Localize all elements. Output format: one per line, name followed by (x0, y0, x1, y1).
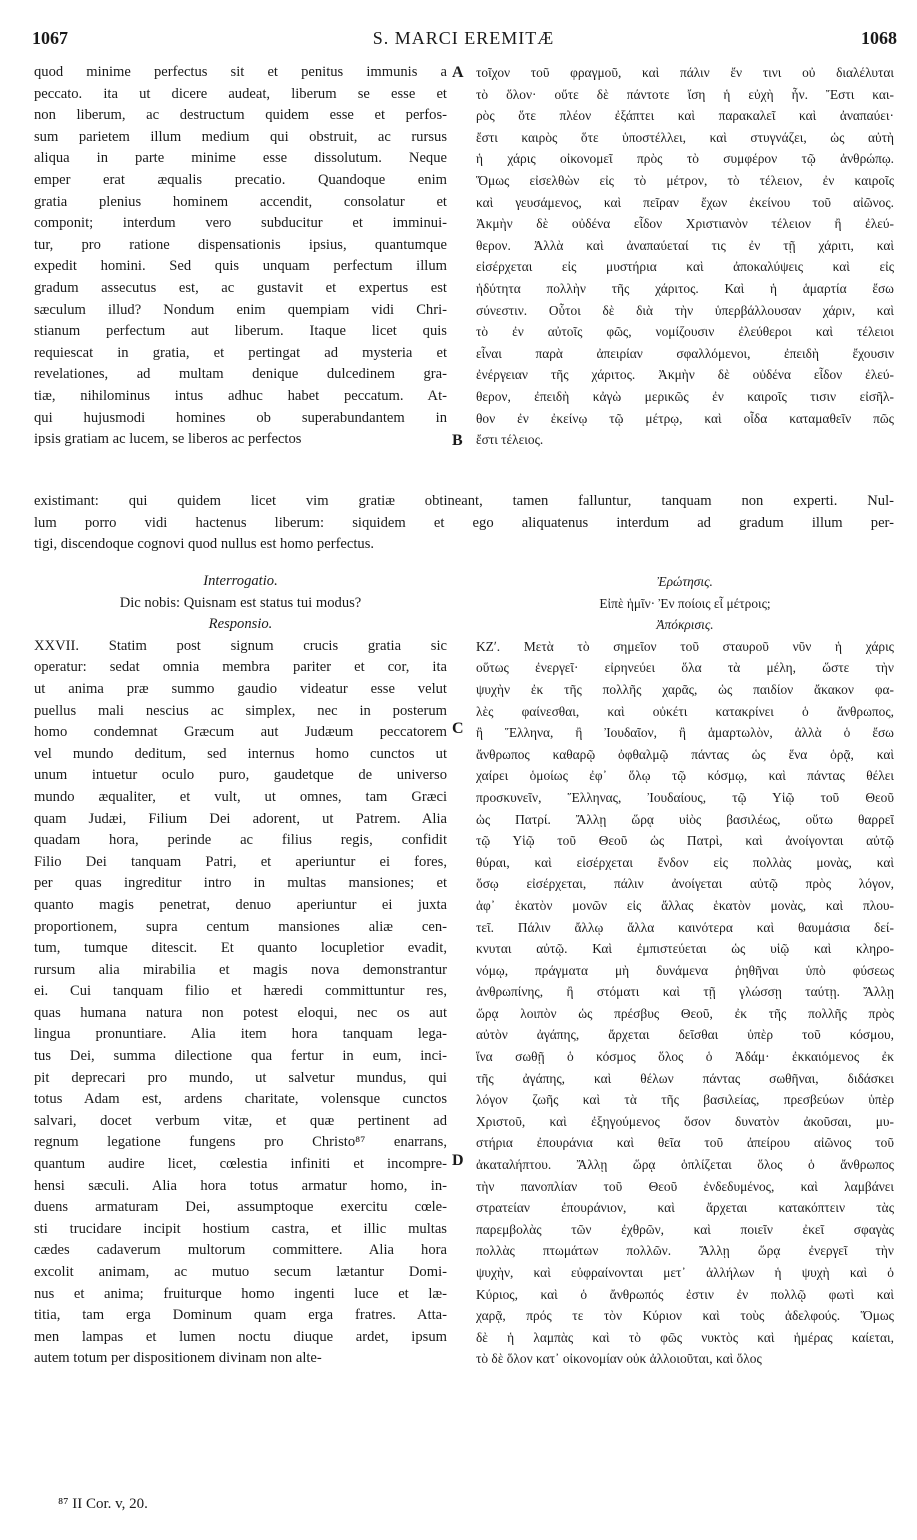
text-line: Κύριος, καὶ ὁ ἄνθρωπός ἐστιν ἐν πολλῷ φωτὶ καὶ (476, 1286, 894, 1302)
greek-question-text: Εἰπὲ ἡμῖν· Ἐν ποίοις εἶ μέτροις; (599, 595, 771, 611)
text-line: totus Adam est, ardens charitate, volensque cunctos (34, 1091, 447, 1108)
text-line: ὥρᾳ λοιπὸν ὡς πρέσβυς Θεοῦ, ἐκ τῆς πολλῆς πρὸς (476, 1005, 894, 1021)
margin-marker-a: A (452, 64, 464, 81)
latin-response-body (34, 636, 447, 1370)
text-line: lum porro vidi hactenus liberum: siquidem et ego aliquatenus interdum ad gradum illum per- (34, 514, 894, 531)
text-line: ἡδύτητα πολλὴν τῆς χάριτος. Καὶ ἡ ἁμαρτία ἔσω (476, 280, 894, 296)
greek-column-bottom (476, 571, 894, 1370)
text-line: quas humana natura non potest eloqui, nec os aut (34, 1004, 447, 1021)
text-line: τὸ δὲ ὅλον κατ᾽ οἰκονομίαν οὐκ ἀλλοιοῦται, καὶ ὅλος (476, 1351, 762, 1367)
text-line: ρὸς ὅτε πλέον ἐξάπτει καὶ παρακαλεῖ καὶ ἀναπαύει· (476, 108, 894, 124)
text-line: vel mundo deditum, sed internus homo cunctos ut (34, 745, 447, 762)
text-line: homo condemnat Græcum aut Judæum peccatorem (34, 724, 447, 741)
greek-response-heading: Ἀπόκρισις. (656, 617, 714, 633)
greek-column-top (476, 62, 894, 451)
text-line: tiæ, nihilominus intus adhuc habet peccatum. At- (34, 387, 447, 404)
greek-response-body (476, 636, 894, 1370)
text-line: ἄνθρωπος καθαρῷ ὀφθαλμῷ πάντας ὡς ἕνα ὁρᾷ, καὶ (476, 746, 894, 762)
text-line: tigi, discendoque cognovi quod nullus est homo perfectus. (34, 536, 375, 553)
text-line: ὡς Πατρί. Ἄλλῃ ὥρᾳ υἱὸς βασιλέως, οὕτω θαρρεῖ (476, 811, 894, 827)
text-line: proportionem, supra centum mansiones aliæ cen- (34, 918, 447, 935)
text-line: gratia plenius hominem accendit, consolatur et (34, 193, 447, 210)
text-line: ut anima præ summo gaudio videatur esse velut (34, 680, 447, 697)
latin-column-bottom (34, 571, 447, 1370)
text-line: ἐνέργειαν τῆς χάριτος. Ἀκμὴν δὲ οὐδένα εἶδον ἐλεύ- (476, 367, 894, 383)
text-line: τῆς ἀγάπης, καὶ θέλων πάντας σωθῆναι, διδάσκει (476, 1070, 894, 1086)
latin-question-text: Dic nobis: Quisnam est status tui modus? (119, 594, 362, 611)
text-line: ἢ Ἕλληνα, ἢ Ἰουδαῖον, ἢ ἁμαρτωλὸν, ἀλλὰ ὁ ἔσω (476, 725, 894, 741)
text-line: τὸ ἐν αὐτοῖς φῶς, νομίζουσιν ἐλεύθεροι καὶ τέλειοι (476, 324, 894, 340)
text-line: duens armaturam Dei, assumptoque exercitu cœle- (34, 1199, 447, 1216)
right-column-number: 1068 (861, 28, 897, 48)
text-line: παρεμβολὰς τῶν ἐχθρῶν, καὶ ποιεῖν ἐκεῖ σφαγὰς (476, 1221, 894, 1237)
text-line: operatur: sedat omnia membra pariter et cor, ita (34, 659, 447, 676)
text-line: expedit homini. Sed quis unquam perfectum illum (34, 258, 447, 275)
text-line: Ἀκμὴν δὲ οὐδένα εἶδον Χριστιανὸν τέλειον ἢ ἐλεύ- (476, 216, 894, 232)
text-line: Ὅμως εἰσελθὼν εἰς τὸ μέτρον, τὸ τέλειον, ἐν καιροῖς (476, 172, 894, 188)
latin-response-heading: Responsio. (208, 616, 273, 633)
text-line: χαρᾷ, πρός τε τὸν Κύριον καὶ τοὺς ἀδελφούς. Ὅμως (476, 1308, 894, 1324)
text-line: θον ἐν ἐκείνῳ τῷ μέτρῳ, καὶ οἶδα καταμαθεῖν πῶς (476, 410, 894, 426)
text-line: ὅσῳ εἰσέρχεται, πάλιν ἀνοίγεται αὐτῷ πρὸς λόγον, (476, 876, 894, 892)
text-line: ἔστι καιρὸς ὅτε ὑποστέλλει, καὶ στυγνάζει, ὡς αὐτὴ (476, 129, 894, 145)
text-line: τεῖ. Πάλιν ἄλλῳ ἄλλα καινότερα καὶ θαυμάσια δεί- (476, 919, 894, 935)
text-line: emper erat æqualis precatio. Quandoque enim (34, 171, 447, 188)
text-line: ψυχὴν, καὶ εὐφραίνονται μετ᾽ ἀλλήλων ἡ ψυχὴ καὶ ὁ (476, 1265, 894, 1280)
text-line: Filio Dei tanquam Patri, et aperiuntur ei fores, (34, 853, 447, 870)
text-line: ei. Cui tanquam filio et hæredi committuntur res, (34, 983, 447, 1000)
text-line: καὶ γευσάμενος, καὶ πεῖραν ἔχων ἐκείνου τοῦ αἰῶνος. (476, 194, 894, 210)
text-line: sti trucidare incipit hostium castra, et illic multas (34, 1220, 447, 1237)
text-line: quantum audire licet, cœlestia infiniti et incompre- (34, 1156, 447, 1173)
footnote: ⁸⁷ II Cor. v, 20. (58, 1496, 148, 1512)
text-line: sum parietem illum medium qui obstruit, ac rursus (34, 128, 447, 145)
text-line: τὴν πανοπλίαν τοῦ Θεοῦ ἐνδεδυμένος, καὶ λαμβάνει (476, 1178, 894, 1194)
text-line: sæculum illud? Nondum enim quempiam vidi Chri- (34, 301, 447, 318)
text-line: tur, pro ratione dispensationis ipsius, quantumque (34, 236, 447, 253)
text-line: ipsis gratiam ac lucem, se liberos ac perfectos (34, 431, 302, 448)
text-line: peccato. ita ut dicere audeat, liberum se esse et (34, 85, 447, 102)
text-line: στρατείαν ἐπουράνιον, καὶ ἄρχεται κατακόπτειν τὰς (476, 1200, 894, 1216)
text-line: lingua pronuntiare. Alia item hora tanquam lega- (34, 1026, 447, 1043)
text-line: regnum legatione fungens pro Christo⁸⁷ enarrans, (34, 1134, 447, 1151)
greek-question-heading: Ἐρώτησις. (657, 574, 713, 589)
margin-marker-b: B (452, 432, 463, 449)
text-line: existimant: qui quidem licet vim gratiæ obtineant, tamen falluntur, tanquam non experti. Nul- (34, 493, 894, 509)
latin-question-heading: Interrogatio. (203, 573, 278, 589)
running-title: S. MARCI EREMITÆ (372, 28, 555, 48)
text-line: θύραι, καὶ εἰσέρχεται ἔνδον εἰς πολλὰς μονὰς, καὶ (476, 854, 894, 870)
text-line: ψυχὴν ἐκ τῆς πολλῆς χαρᾶς, ὡς παιδίον ἄκακον φα- (476, 681, 894, 697)
text-line: νόμῳ, πράγματα μὴ δυνάμενα ῥηθῆναι ὑπὸ φύσεως (476, 962, 894, 978)
text-line: θερον, ἐπειδὴ κἀγὼ μερικῶς ἐν καιροῖς τισιν εἰσῆλ- (476, 388, 894, 404)
text-line: stianum perfectum aut liberum. Itaque licet quis (34, 323, 447, 340)
text-line: θερον. Ἀλλὰ καὶ ἀναπαύεταί τις ἐν τῇ χάριτι, καὶ (476, 237, 894, 253)
text-line: nus et anima; fruiturque homo ingenti luce et læ- (34, 1285, 447, 1302)
text-line: puellus mali nescius ac simplex, nec in posterum (34, 702, 447, 719)
margin-marker-c: C (452, 720, 464, 737)
text-line: pit deprecari pro mundo, ut salvetur mundus, qui (34, 1069, 447, 1086)
text-line: qui hujusmodi homines ob superabundantem in (34, 409, 447, 426)
text-line: tus Dei, summa dilectione qua fertur in eum, inci- (34, 1048, 447, 1065)
text-line: tum, tumque ditescit. Et quanto locupletior evadit, (34, 940, 447, 957)
text-line: ΚΖʹ. Μετὰ τὸ σημεῖον τοῦ σταυροῦ νῦν ἡ χάρις (476, 638, 894, 654)
text-line: quam Judæi, Filium Dei adorent, ut Patrem. Alia (34, 810, 447, 827)
page-header (30, 28, 897, 58)
text-line: αὐτὸν ἀγάπης, ἄρχεται δεῖσθαι ὑπὲρ τοῦ κόσμου, (476, 1027, 894, 1043)
text-line: excolit animam, ac mutuo secum lætantur Domi- (34, 1264, 447, 1280)
text-line: hensi sæculi. Alia hora totus armatur homo, in- (34, 1177, 447, 1194)
text-line: Χριστοῦ, καὶ ἐξηγούμενος ὅσον δυνατὸν ἀκοῦσαι, μυ- (476, 1113, 894, 1129)
text-line: unum intuetur oculo puro, gaudetque de universo (34, 767, 447, 784)
latin-full-width-paragraph (34, 491, 894, 556)
text-line: ἀκαταλήπτου. Ἄλλῃ ὥρᾳ ὁπλίζεται ὅλος ὁ ἄνθρωπος (476, 1157, 894, 1173)
text-line: gradum assecutus est, ac gustavit et expertus est (34, 279, 447, 296)
text-line: salvari, docet verbum vitæ, et quæ pertinent ad (34, 1112, 447, 1129)
text-line: τὸ ὅλον· οὔτε δὲ πάντοτε ἴση ἡ εὐχὴ ἦν. Ἔστι και- (476, 86, 894, 102)
text-line: rursum alia mirabilia et magis nova demonstrantur (34, 961, 447, 978)
text-line: mundo æqualiter, et vult, ut omnes, tam Græci (34, 788, 447, 805)
text-line: ἔστι τέλειος. (476, 432, 544, 448)
text-line: ἵνα σωθῇ ὁ κόσμος ὅλος ὁ Ἀδάμ· ἐκκαιόμενος ἐκ (476, 1049, 894, 1065)
text-line: componit; interdum vero subducitur et imminui- (34, 215, 447, 232)
text-line: κνυται αὐτῷ. Καὶ ἐμπιστεύεται ὡς υἱῷ καὶ κληρο- (476, 941, 894, 957)
text-line: τοῖχον τοῦ φραγμοῦ, καὶ πάλιν ἔν τινι οὐ διαλέλυται (476, 65, 894, 80)
text-line: non liberum, ac destructum quidem esse et perfos- (34, 107, 447, 124)
text-line: οὕτως ἐνεργεῖ· εἰρηνεύει ὅλα τὰ μέλη, ὥστε τὴν (476, 660, 894, 676)
text-line: λὲς φαίνεσθαι, καὶ οὐκέτι κατακρίνει ὁ ἄνθρωπος, (476, 703, 894, 719)
text-line: πολλὰς πτωμάτων πολλῶν. Ἄλλῃ ὥρᾳ ἐνεργεῖ τὴν (476, 1243, 894, 1259)
margin-marker-d: D (452, 1152, 464, 1169)
text-line: autem totum per dispositionem divinam non alte- (34, 1350, 322, 1367)
text-line: χαίρει ὁμοίως ἐφ᾽ ὅλῳ τῷ κόσμῳ, καὶ πάντας θέλει (476, 768, 894, 784)
text-line: quod minime perfectus sit et penitus immunis a (34, 64, 447, 80)
left-column-number: 1067 (32, 28, 68, 48)
text-line: quadam hora, perinde ac filius regis, confidit (34, 832, 447, 849)
latin-column-top (34, 62, 447, 451)
text-line: σύνεστιν. Οὗτοι δὲ διὰ τὴν ὑπερβάλλουσαν χάριν, καὶ (476, 302, 894, 318)
text-line: quanto magis penetrat, denuo aperiuntur ei juxta (34, 896, 447, 913)
text-line: per quas ingreditur intro in multas mansiones; et (34, 875, 447, 892)
text-line: men lampas et lumen noctu diuque ardet, ipsum (34, 1328, 447, 1345)
text-line: aliqua in parte minime esse dissolutum. Neque (34, 150, 447, 167)
text-line: ἡ χάρις οἰκονομεῖ πρὸς τὸ συμφέρον τῷ ἀνθρώπῳ. (476, 151, 894, 167)
text-line: cædes cadaverum multorum committere. Alia hora (34, 1242, 447, 1259)
text-line: στήρια ἐπουράνια καὶ θεῖα τοῦ ἀπείρου αἰῶνος τοῦ (476, 1135, 894, 1151)
text-line: requiescat in gratia, et pertingat ad mysteria et (34, 344, 447, 361)
text-line: ἀνθρωπίνης, ἢ στόματι καὶ τῇ γλώσσῃ ταύτῃ. Ἄλλῃ (476, 984, 894, 1000)
text-line: εἶναι παρὰ ἀπειρίαν σφαλλόμενοι, ἐπειδὴ ἔχουσιν (476, 345, 894, 361)
text-line: τῷ Υἱῷ τοῦ Θεοῦ ὡς Πατρὶ, καὶ ἀνοίγονται αὐτῷ (476, 833, 894, 849)
text-line: δὲ ἡ λαμπὰς καὶ τὸ φῶς νυκτὸς καὶ ἡμέρας καίεται, (476, 1329, 894, 1345)
text-line: titia, tam erga Dominum quam erga fratres. Atta- (34, 1307, 447, 1324)
text-line: λόγον ζωῆς καὶ τὰ τῆς βασιλείας, πρεσβεύων ὑπὲρ (476, 1092, 894, 1108)
text-line: ἀφ᾽ ἑκατὸν μονῶν εἰς ἄλλας ἑκατὸν μονὰς, καὶ πλου- (476, 897, 894, 913)
text-line: προσκυνεῖν, Ἕλληνας, Ἰουδαίους, τῷ Υἱῷ τοῦ Θεοῦ (476, 789, 894, 805)
text-line: revelationes, ad multam denique dulcedinem gra- (34, 366, 447, 383)
text-line: εἰσέρχεται εἰς μυστήρια καὶ ἀποκαλύψεις καὶ εἰς (476, 259, 894, 275)
text-line: XXVII. Statim post signum crucis gratia sic (34, 637, 447, 654)
